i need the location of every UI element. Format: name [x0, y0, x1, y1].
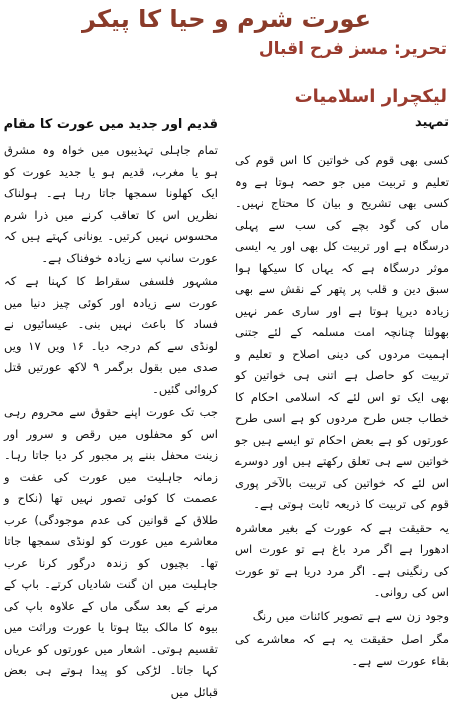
column-right	[235, 112, 449, 690]
paragraph: جب تک عورت اپنے حقوق سے محروم رہی اس کو محفلوں میں رقص و سرور اور زینت محفل بننے پر مجبور کر دیا جاتا رہا۔ زمانہ جاہلیت میں عورت کی عفت و عصمت کا کوئی تصور نہیں تھا (نکاح و طلاق کے قوانین کی عدم موجودگی) عرب معاشرے میں عورت کو لونڈی سمجھا جاتا تھا۔ بچیوں کو زندہ درگور کرنا عرب جاہلیت میں ان گنت شادیاں کرتے۔ باپ کے مرنے کے بعد سگی ماں کے علاوہ باپ کی بیوہ کا مالک بیٹا ہوتا یا عورت وراثت میں تقسیم ہوتی۔ اشعار میں عورتوں کو عریاں کہا جاتا۔ لڑکی کو پیدا ہوتے ہی بعض قبائل میں	[4, 405, 218, 699]
section-heading-introduction: تمہید	[414, 115, 449, 130]
section-heading-status: قدیم اور جدید میں عورت کا مقام	[3, 117, 218, 132]
paragraph: تمام جاہلی تہذیبوں میں خواہ وہ مشرق ہو یا مغرب، قدیم ہو یا جدید عورت کو ایک کھلونا سمجھا جاتا رہا ہے۔ ہولناک نظریں اس کا تعاقب کرنے میں ذرا شرم محسوس نہیں کرتیں۔ یونانی کہتے ہیں کہ عورت سانپ سے زیادہ خوفناک ہے۔	[4, 143, 218, 265]
column-left-body	[4, 140, 218, 703]
paragraph: یہ حقیقت ہے کہ عورت کے بغیر معاشرہ ادھورا ہے اگر مرد باغ ہے تو عورت اس کی رنگینی ہے۔ اگر مرد دریا ہے تو عورت اس کی روانی۔	[235, 520, 449, 599]
column-left	[3, 112, 218, 699]
poetry-line: وجود زن سے ہے تصویر کائنات میں رنگ	[252, 608, 449, 623]
paragraph: مگر اصل حقیقت یہ ہے کہ معاشرے کی بقاء عورت سے ہے۔	[235, 632, 449, 668]
article-title: عورت شرم و حیا کا پیکر	[82, 5, 371, 33]
column-right-body	[235, 150, 449, 672]
author-role: لیکچرار اسلامیات	[294, 86, 447, 107]
author-line: تحریر: مسز فرح اقبال	[258, 39, 447, 59]
paragraph: مشہور فلسفی سقراط کا کہنا ہے کہ عورت سے زیادہ اور کوئی چیز دنیا میں فساد کا باعث نہیں بنی۔ عیسائیوں نے لونڈی سے کم درجہ دیا۔ ۱۶ ویں ۱۷ ویں صدی میں بقول برگمر ۹ لاکھ عورتیں قتل کروائی گئیں۔	[4, 274, 218, 396]
paragraph: کسی بھی قوم کی خواتین کا اس قوم کی تعلیم و تربیت میں جو حصہ ہوتا ہے وہ کسی بھی تشریح و بیان کا محتاج نہیں۔ ماں کی گود بچے کی سب سے پہلی درسگاہ ہے اور تربیت کل بھی اور یہ ایسی موثر درسگاہ ہے کہ یہاں کا سیکھا ہوا سبق دین و قلب پر پتھر کے نقش سے بھی زیادہ دیرپا ہوتا ہے اور ساری عمر نہیں بھولتا چنانچہ امت مسلمہ کے لئے جتنی اہمیت مردوں کی دینی اصلاح و تعلیم و تربیت کو حاصل ہے اتنی ہی خواتین کو بھی ایک تو اس لئے کہ اسلامی احکام کا خطاب جس طرح مردوں کو ہے اسی طرح عورتوں کو ہے بعض احکام تو ایسے ہیں جو خواتین سے ہی تعلق رکھتے ہیں اور دوسرے اس لئے کہ خواتین کی تربیت بالآخر پوری قوم کی تربیت کا ذریعہ ثابت ہوتی ہے۔	[235, 153, 449, 511]
